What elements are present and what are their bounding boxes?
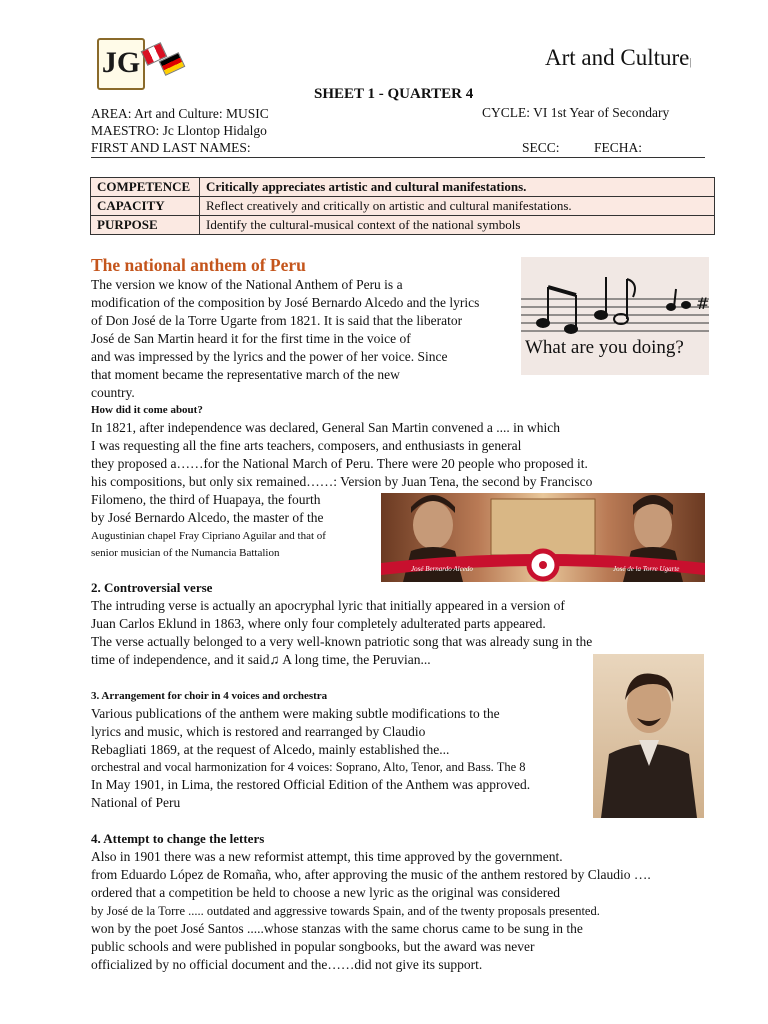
school-logo (97, 38, 185, 88)
composers-portrait-image (381, 493, 705, 582)
rebagliati-portrait-image (593, 654, 704, 818)
section-line: Augustinian chapel Fray Cipriano Aguilar and that of (91, 530, 326, 542)
section-line: Rebagliati 1869, at the request of Alcedo, mainly established the... (91, 742, 450, 757)
section-line: ordered that a competition be held to choose a new lyric as the original was considered (91, 885, 560, 900)
intro-line: that moment became the representative march of the new (91, 367, 400, 382)
section-line: In 1821, after independence was declared, General San Martin convened a .... in which (91, 420, 560, 435)
section-heading: How did it come about? (91, 404, 203, 416)
portrait-icon (593, 654, 704, 818)
svg-text:#: # (696, 294, 709, 313)
section-heading: 4. Attempt to change the letters (91, 831, 265, 846)
hero-left-caption: José Bernardo Alcedo (411, 565, 473, 573)
section-line: lyrics and music, which is restored and rearranged by Claudio (91, 724, 426, 739)
section-line: by José de la Torre ..... outdated and aggressive towards Spain, and of the twenty proposals presented. (91, 904, 600, 918)
music-notes-image (521, 257, 709, 375)
site-title: Art and Culture| (545, 45, 692, 70)
names-field-label: FIRST AND LAST NAMES: (91, 140, 251, 155)
section-line: won by the poet José Santos .....whose stanzas with the same chorus came to be sung in the (91, 921, 583, 936)
capacity-value: Reflect creatively and critically on artistic and cultural manifestations. (200, 197, 715, 216)
section-line: from Eduardo López de Romaña, who, after approving the music of the anthem restored by Claudio …. (91, 867, 651, 882)
section-line: National of Peru (91, 795, 181, 810)
section-line: The intruding verse is actually an apocryphal lyric that initially appeared in a version of (91, 598, 565, 613)
cycle-label: CYCLE: VI 1st Year of Secondary (482, 105, 670, 120)
section-line: In May 1901, in Lima, the restored Official Edition of the Anthem was approved. (91, 777, 531, 792)
intro-line: country. (91, 385, 135, 400)
purpose-value: Identify the cultural-musical context of the national symbols (200, 216, 715, 235)
table-row (91, 216, 715, 235)
section-line: Various publications of the anthem were making subtle modifications to the (91, 706, 500, 721)
section-line: public schools and were published in popular songbooks, but the award was never (91, 939, 535, 954)
section-heading: 3. Arrangement for choir in 4 voices and orchestra (91, 690, 328, 702)
table-row (91, 197, 715, 216)
section-line: orchestral and vocal harmonization for 4 voices: Soprano, Alto, Tenor, and Bass. The 8 (91, 760, 526, 774)
secc-field-label: SECC: (522, 140, 560, 155)
intro-line: modification of the composition by José Bernardo Alcedo and the lyrics (91, 295, 480, 310)
sheet-title: SHEET 1 - QUARTER 4 (314, 86, 474, 102)
teacher-label: MAESTRO: Jc Llontop Hidalgo (91, 123, 267, 138)
area-label: AREA: Art and Culture: MUSIC (91, 106, 269, 121)
table-row (91, 178, 715, 197)
section-line: The verse actually belonged to a very well-known patriotic song that was already sung in the (91, 634, 593, 649)
capacity-key: CAPACITY (91, 197, 200, 216)
section-line: time of independence, and it said♫ A long time, the Peruvian... (91, 652, 431, 667)
section-line: senior musician of the Numancia Battalion (91, 547, 280, 559)
competence-key: COMPETENCE (91, 178, 200, 197)
section-line: Filomeno, the third of Huapaya, the fourth (91, 492, 321, 507)
section-line: by José Bernardo Alcedo, the master of the (91, 510, 324, 525)
section-heading: 2. Controversial verse (91, 580, 213, 595)
intro-line: José de San Martin heard it for the first time in the voice of (91, 331, 411, 346)
header-underline (91, 157, 705, 158)
purpose-key: PURPOSE (91, 216, 200, 235)
competence-table (90, 177, 715, 235)
intro-line: and was impressed by the lyrics and the power of her voice. Since (91, 349, 448, 364)
section-line: officialized by no official document and the……did not give its support. (91, 957, 483, 972)
intro-line: of Don José de la Torre Ugarte from 1821. It is said that the liberator (91, 313, 463, 328)
intro-line: The version we know of the National Anthem of Peru is a (91, 277, 403, 292)
section-line: Juan Carlos Eklund in 1863, where only four completely adulterated parts appeared. (91, 616, 546, 631)
fecha-field-label: FECHA: (594, 140, 643, 155)
section-line: they proposed a……for the National March of Peru. There were 20 people who proposed it. (91, 456, 588, 471)
section-line: Also in 1901 there was a new reformist attempt, this time approved by the government. (91, 849, 563, 864)
hero-right-caption: José de la Torre Ugarte (613, 565, 680, 573)
logo-text: JG (97, 38, 145, 90)
music-caption: What are you doing? (525, 337, 684, 358)
section-line: his compositions, but only six remained……: Version by Juan Tena, the second by Francisco (91, 474, 593, 489)
article-title: The national anthem of Peru (91, 255, 306, 275)
section-line: I was requesting all the fine arts teachers, composers, and enthusiasts in general (91, 438, 522, 453)
competence-value: Critically appreciates artistic and cultural manifestations. (200, 178, 715, 197)
